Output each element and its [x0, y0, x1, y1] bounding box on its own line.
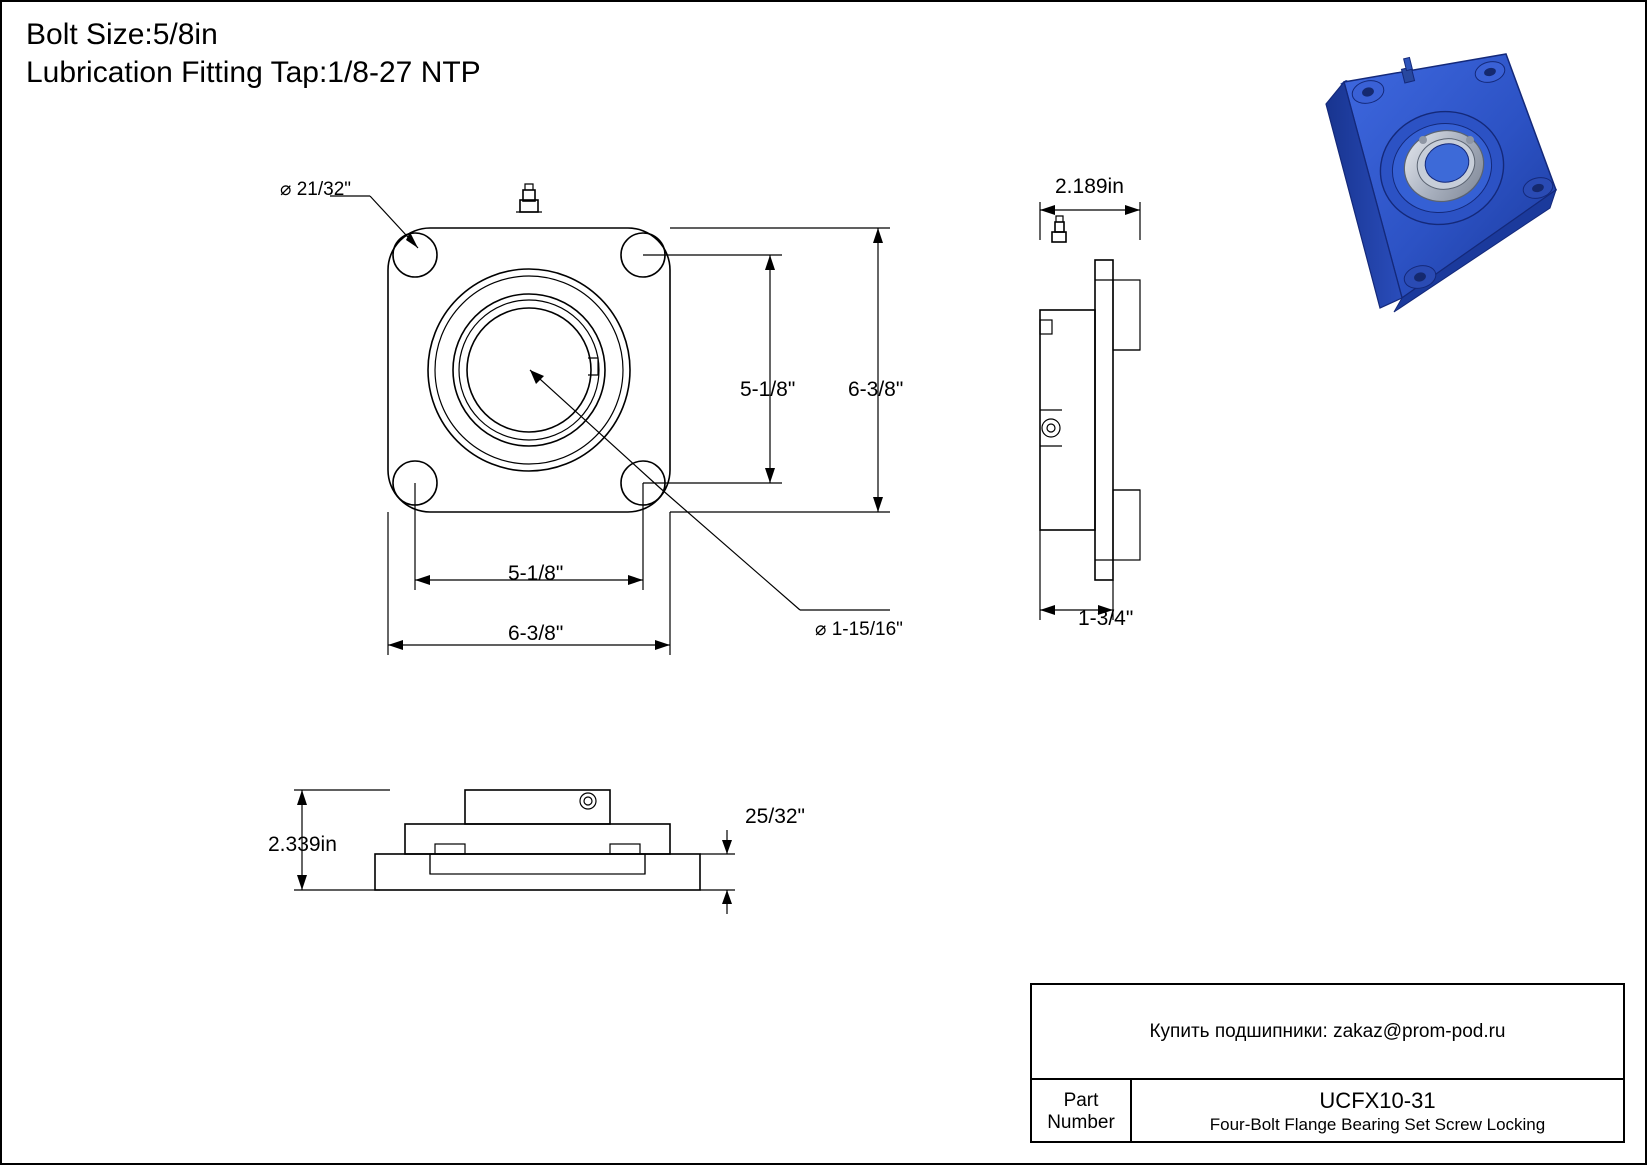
dim-bore-diameter: ⌀ 1-15/16" [815, 619, 903, 640]
part-number-label [1032, 1080, 1132, 1143]
dim-bottom-height: 2.339in [268, 833, 337, 856]
part-description-text: Four-Bolt Flange Bearing Set Screw Locking [1209, 1114, 1546, 1134]
part-number-label-line1: Part [1063, 1089, 1099, 1111]
dim-flange-height: 6-3/8" [848, 378, 904, 401]
dim-flange-width: 6-3/8" [508, 622, 564, 645]
header-bolt-size: Bolt Size:5/8in [26, 18, 218, 51]
3d-model-render [1310, 40, 1590, 340]
title-block [1030, 983, 1625, 1143]
dim-side-total-width: 2.189in [1055, 175, 1124, 198]
title-block-contact: Купить подшипники: zakaz@prom-pod.ru [1032, 985, 1623, 1080]
bottom-view-drawing [280, 770, 800, 930]
front-view-drawing [330, 170, 970, 670]
dim-bolt-center-horizontal: 5-1/8" [508, 562, 564, 585]
part-number-text: UCFX10-31 [1319, 1087, 1436, 1113]
header-lubrication-tap: Lubrication Fitting Tap:1/8-27 NTP [26, 56, 481, 89]
dim-bolt-hole-diameter: ⌀ 21/32" [280, 179, 352, 200]
part-number-label-line2: Number [1047, 1111, 1115, 1133]
side-view-drawing [1000, 170, 1230, 650]
title-block-part-row [1032, 1080, 1623, 1143]
dim-flange-thickness: 25/32" [745, 805, 806, 828]
dim-side-base-width: 1-3/4" [1078, 607, 1134, 630]
dim-bolt-center-vertical: 5-1/8" [740, 378, 796, 401]
part-number-value [1132, 1080, 1623, 1143]
